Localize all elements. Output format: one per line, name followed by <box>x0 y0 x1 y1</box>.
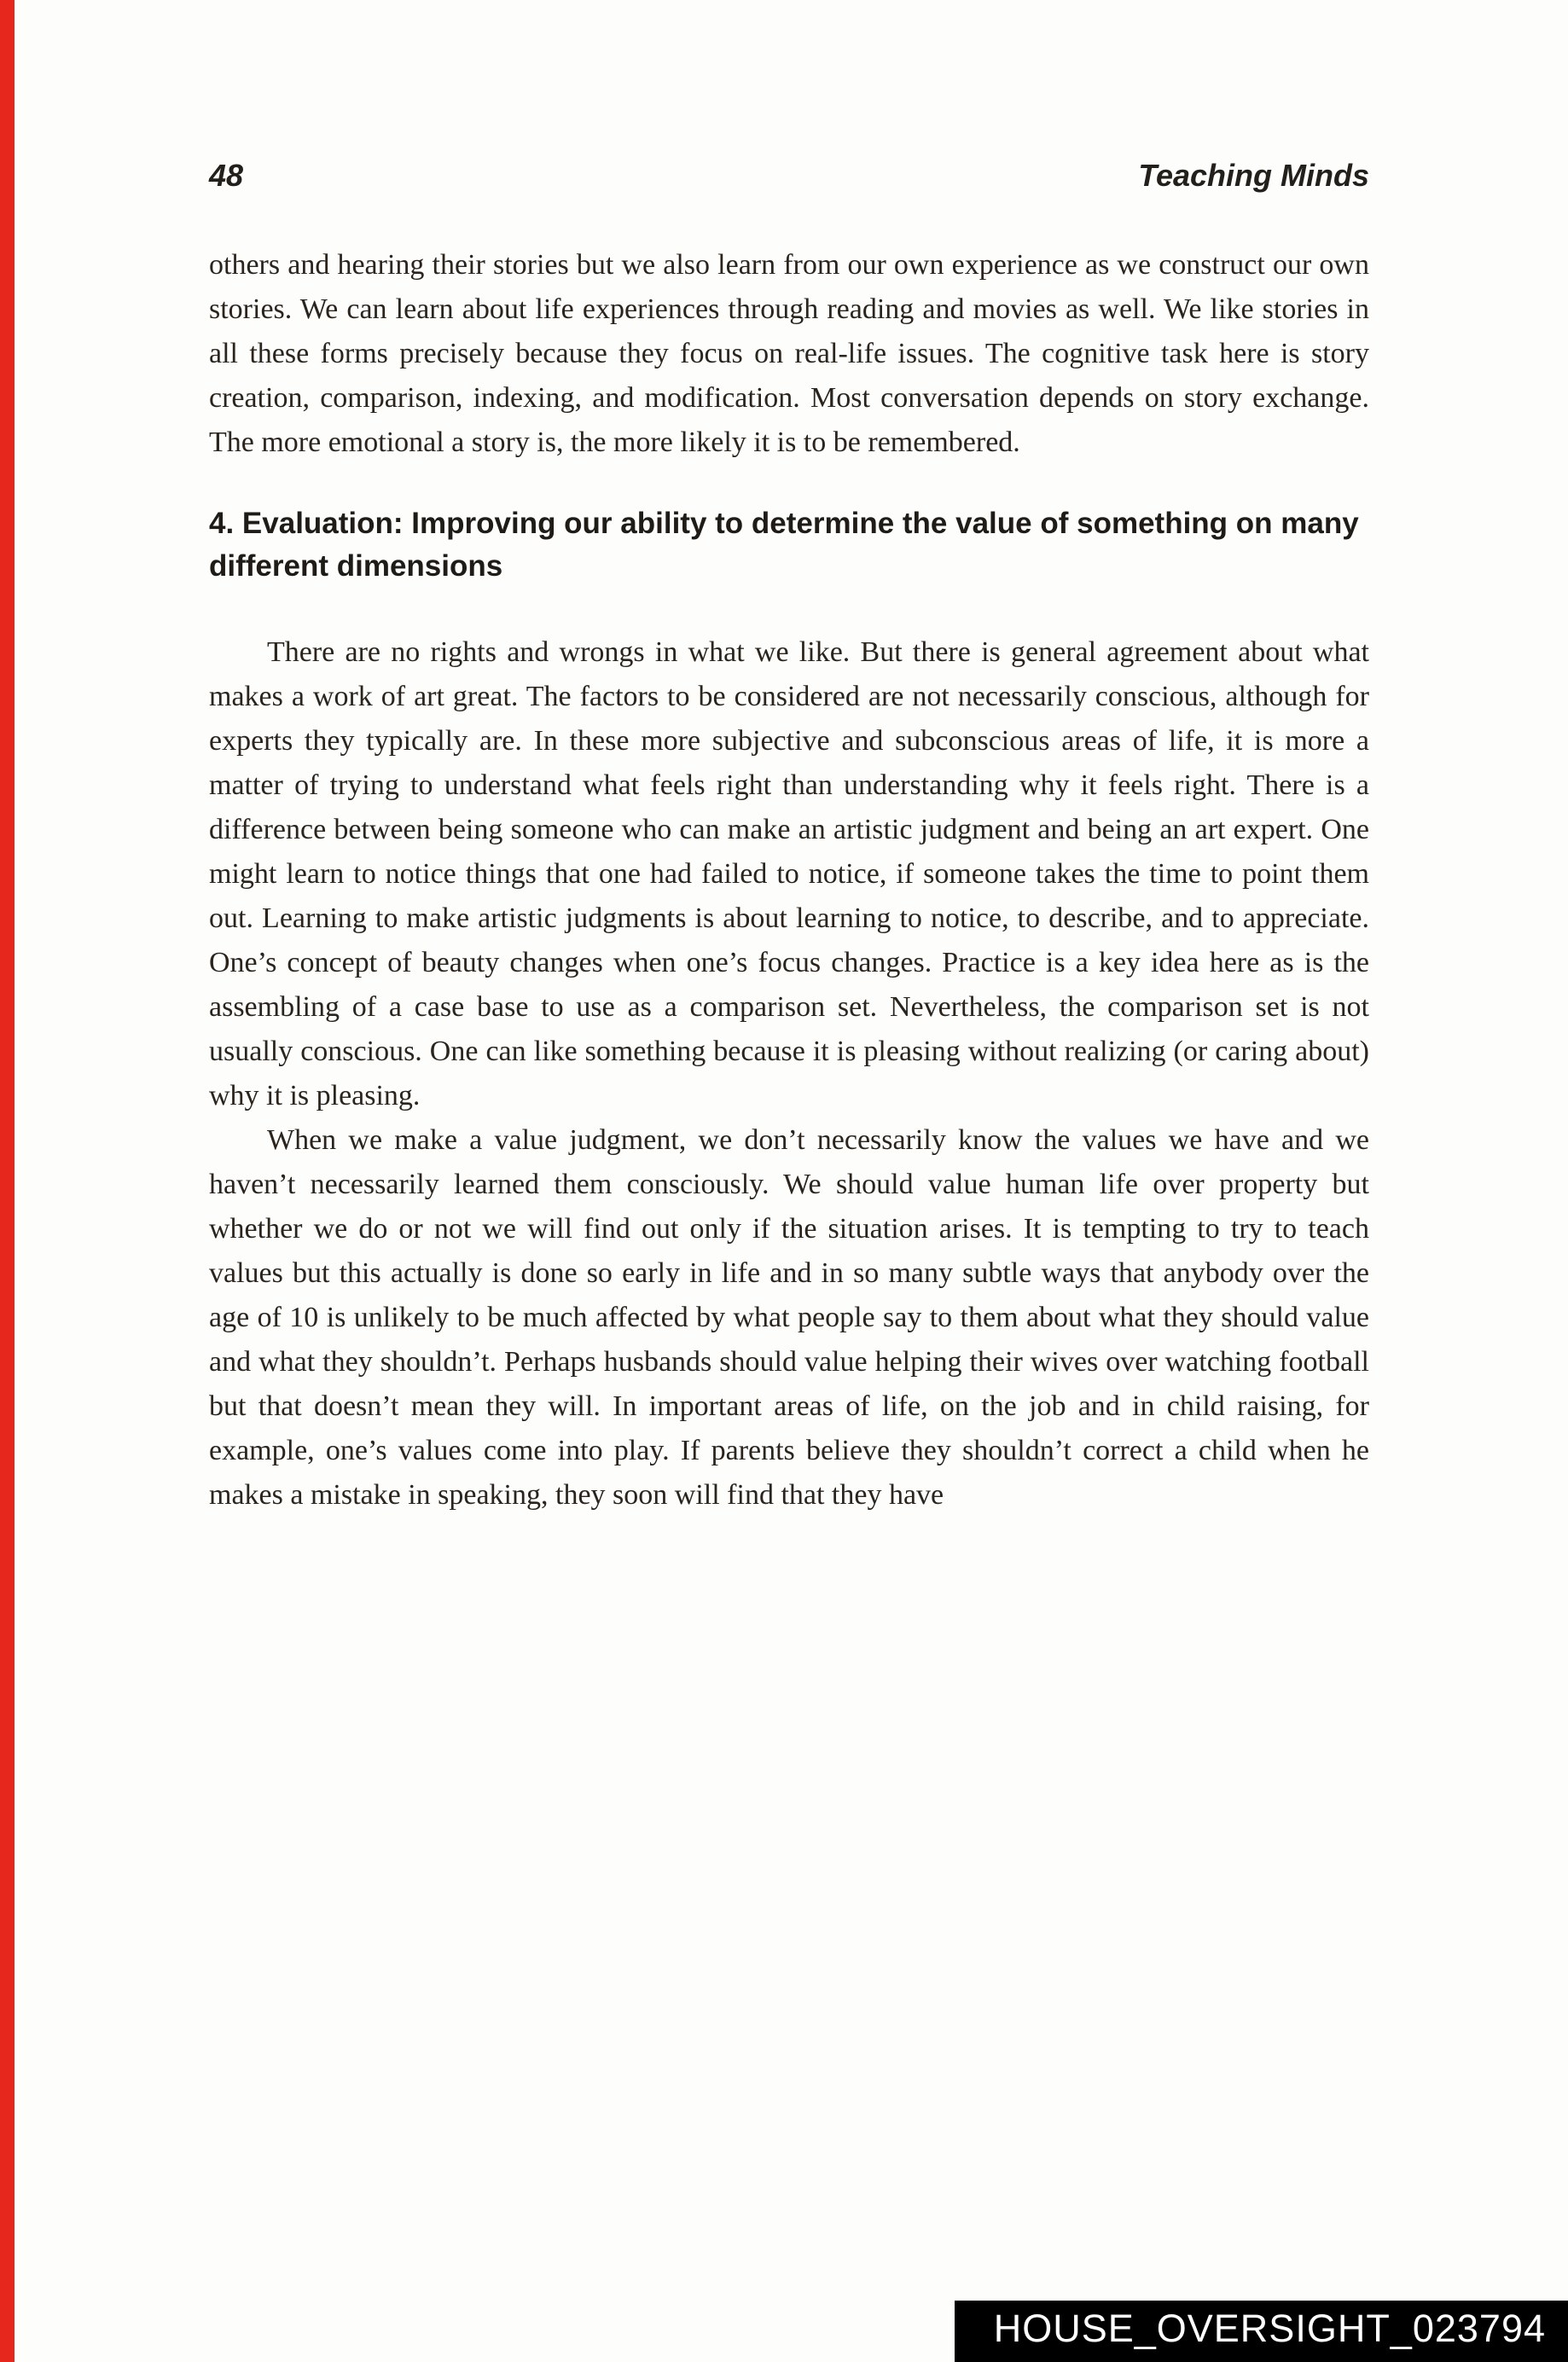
page-number: 48 <box>209 158 244 193</box>
paragraph-continuation: others and hearing their stories but we also learn from our own experience as we construct our own stories. We can learn about life experiences through reading and movies as well. We like stories in all these forms precisely because they focus on real-life issues. The cognitive task here is story creation, comparison, indexing, and modification. Most conversation depends on story exchange. The more emotional a story is, the more likely it is to be remembered. <box>209 249 1369 458</box>
paragraph-evaluation-2: When we make a value judgment, we don’t necessarily know the values we have and we haven’t necessarily learned them consciously. We should value human life over property but whether we do or not we will find out only if the situation arises. It is tempting to try to teach values but this actually is done so early in life and in so many subtle ways that anybody over the age of 10 is unlikely to be much affected by what people say to them about what they should value and what they shouldn’t. Perhaps husbands should value helping their wives over watching football but that doesn’t mean they will. In important areas of life, on the job and in child raising, for example, one’s values come into play. If parents believe they shouldn’t correct a child when he makes a mistake in speaking, they soon will find that they have <box>209 1124 1369 1511</box>
running-header <box>209 158 1369 194</box>
section-heading: 4. Evaluation: Improving our ability to determine the value of something on many different dimensions <box>209 507 1359 583</box>
body-text <box>209 243 1369 1518</box>
bates-stamp <box>955 2301 1568 2362</box>
red-spine-stripe <box>0 0 15 2362</box>
paragraph-evaluation-1: There are no rights and wrongs in what we like. But there is general agreement about what makes a work of art great. The factors to be considered are not necessarily conscious, although for experts they typically are. In these more subjective and subconscious areas of life, it is more a matter of trying to understand what feels right than understanding why it feels right. There is a difference between being someone who can make an artistic judgment and being an art expert. One might learn to notice things that one had failed to notice, if someone takes the time to point them out. Learning to make artistic judgments is about learning to notice, to describe, and to appreciate. One’s concept of beauty changes when one’s focus changes. Practice is a key idea here as is the assembling of a case base to use as a comparison set. Nevertheless, the comparison set is not usually conscious. One can like something because it is pleasing without realizing (or caring about) why it is pleasing. <box>209 636 1369 1111</box>
running-header-title: Teaching Minds <box>1138 158 1369 193</box>
bates-stamp-text: HOUSE_OVERSIGHT_023794 <box>993 2307 1546 2350</box>
page-content <box>209 158 1369 1518</box>
